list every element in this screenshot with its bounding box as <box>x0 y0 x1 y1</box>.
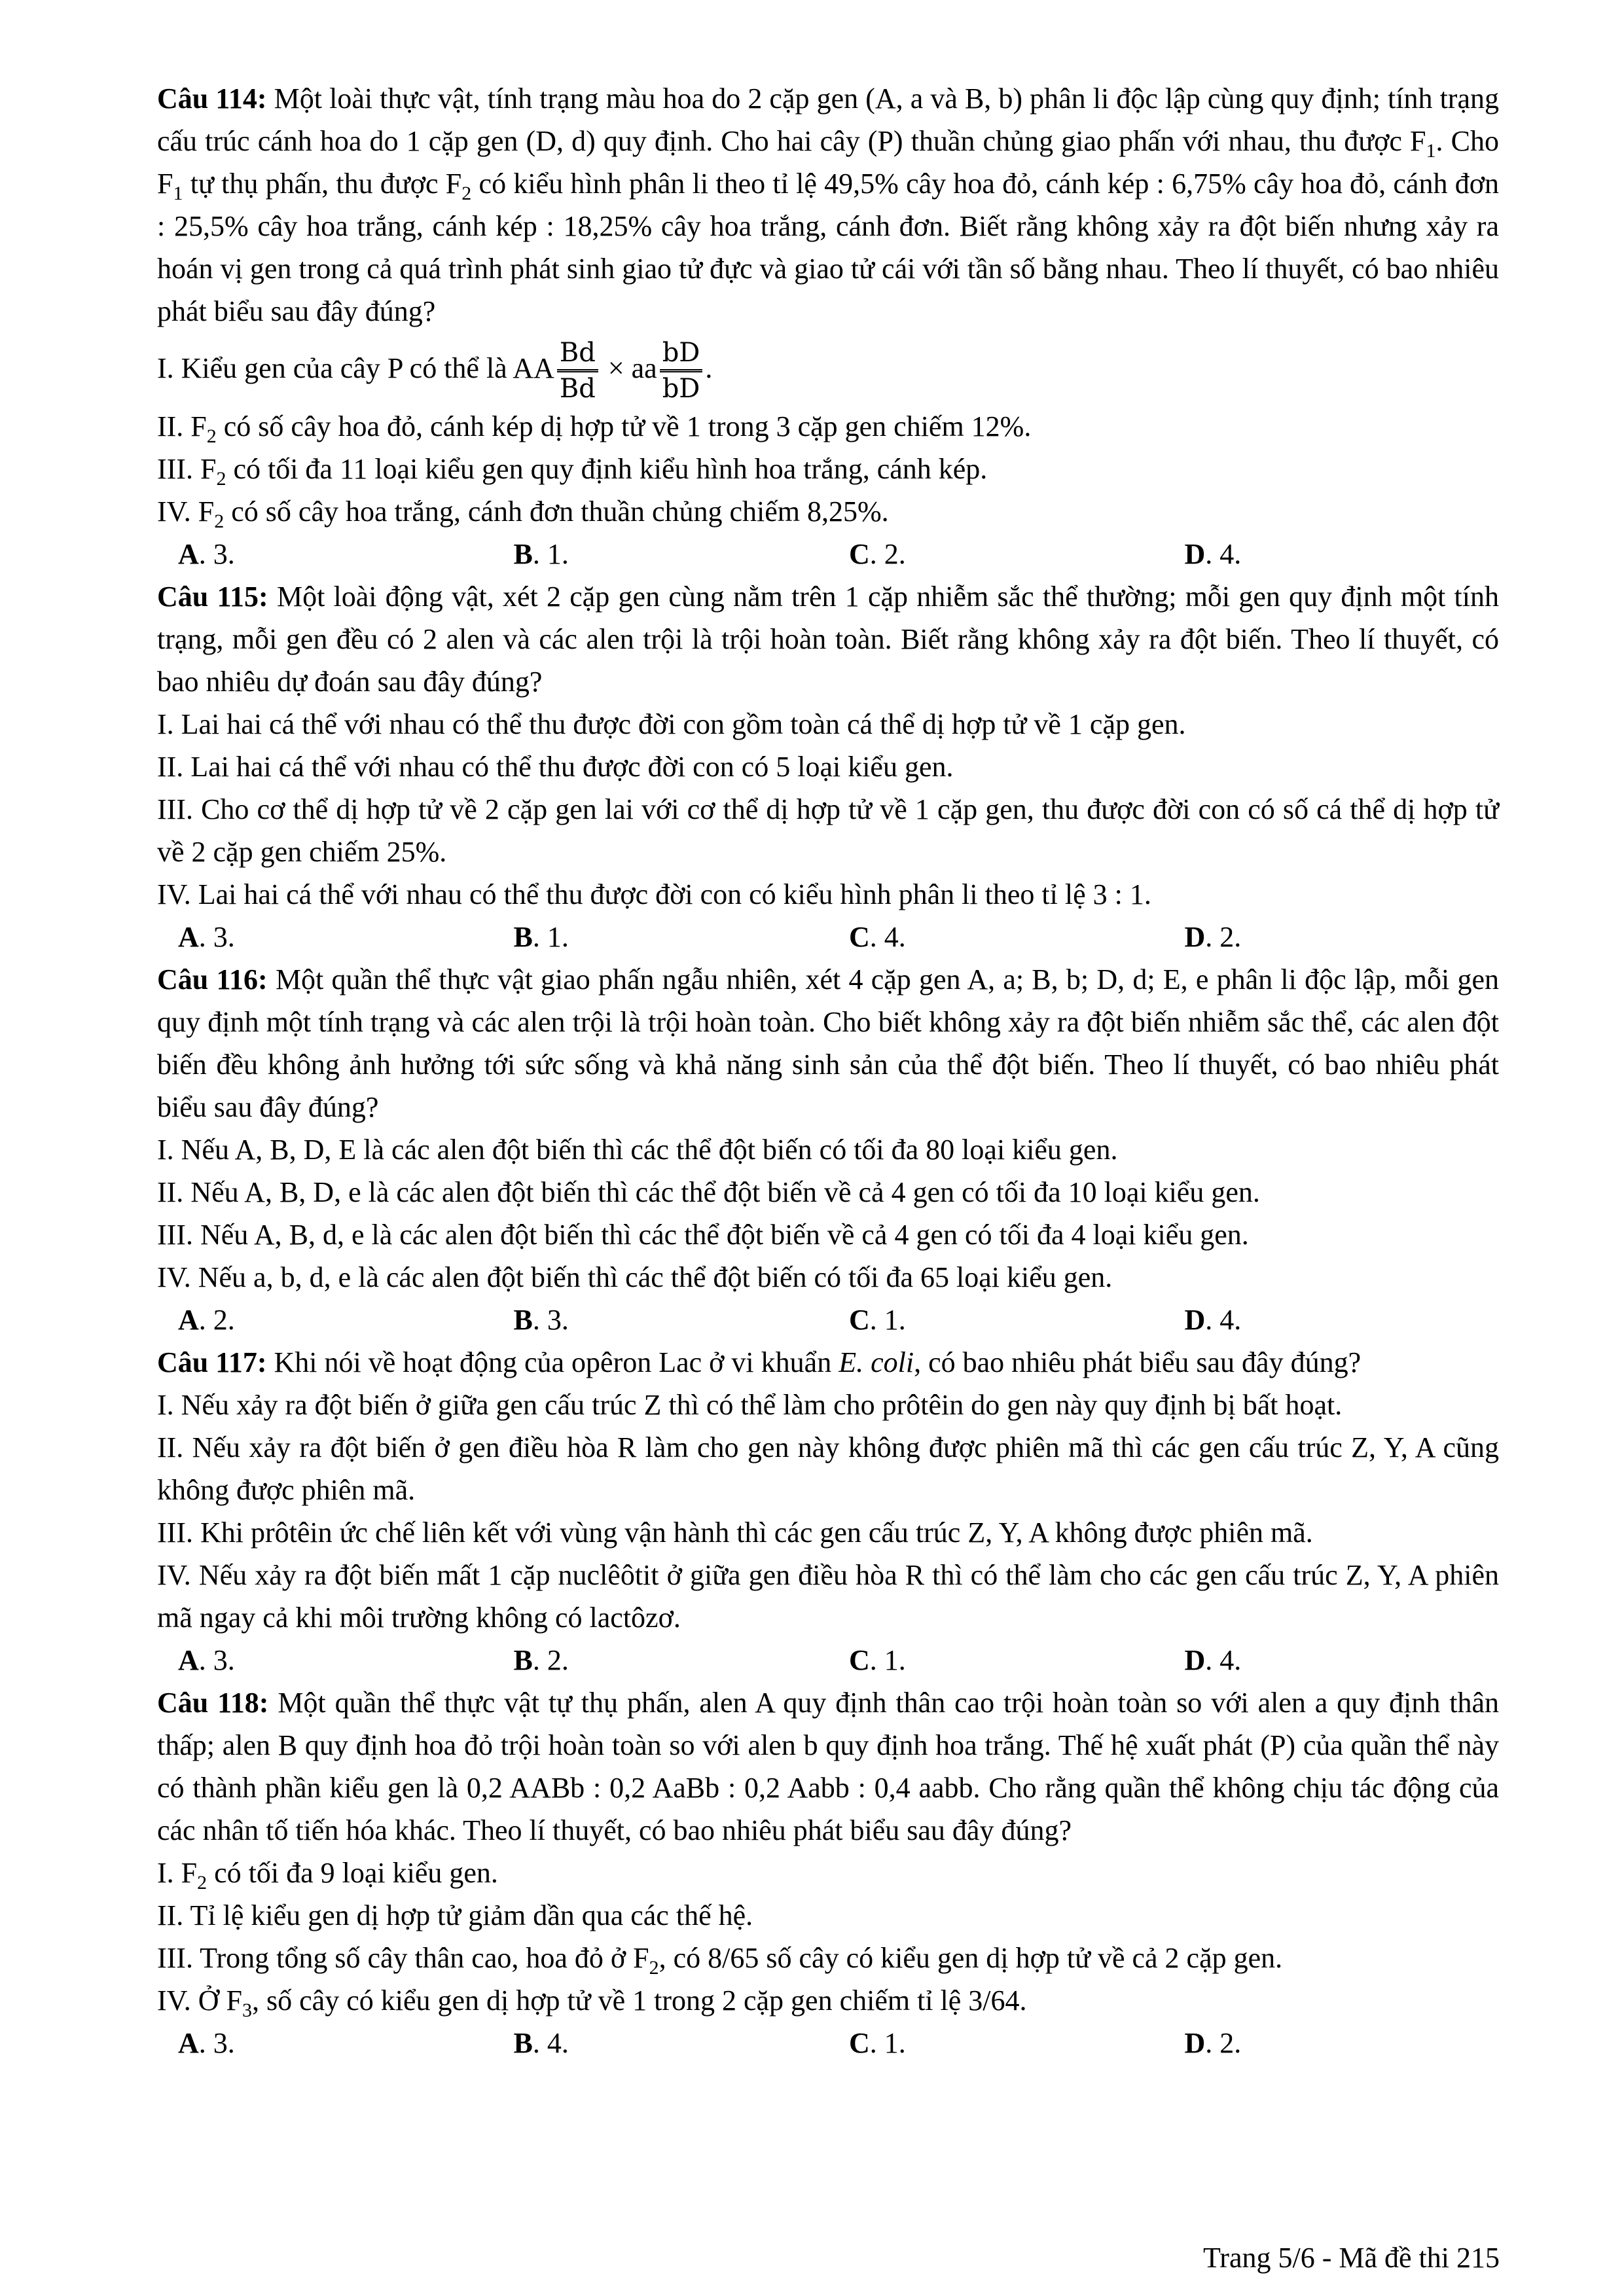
option-b[interactable]: B. 1. <box>513 538 569 571</box>
option-c[interactable]: C. 4. <box>849 921 906 954</box>
statement: IV. Ở $F_3$, số cây có kiểu gen dị hợp tử về 1 trong 2 cặp gen chiếm tỉ lệ 3/64. <box>157 1984 1027 2022</box>
statement: I. Lai hai cá thể với nhau có thể thu được đời con gồm toàn cá thể dị hợp tử về 1 cặp gen. <box>157 708 1186 741</box>
option-d[interactable]: D. 2. <box>1184 921 1242 954</box>
question-116 <box>157 958 1499 1341</box>
statement: III. Khi prôtêin ức chế liên kết với vùng vận hành thì các gen cấu trúc Z, Y, A không được phiên mã. <box>157 1516 1313 1549</box>
statement: III. Trong tổng số cây thân cao, hoa đỏ ở $F_2$, có 8/65 số cây có kiểu gen dị hợp tử về cả 2 cặp gen. <box>157 1942 1283 1979</box>
statement: III. Cho cơ thể dị hợp tử về 2 cặp gen lai với cơ thể dị hợp tử về 1 cặp gen, thu được đời con có số cá thể dị hợp tử về 2 cặp gen chiếm 25%. <box>157 793 1499 869</box>
question-stem: Câu 114: Một loài thực vật, tính trạng màu hoa do 2 cặp gen (A, a và B, b) phân li độc lập cùng quy định; tính trạng cấu trúc cánh hoa do 1 cặp gen (D, d) quy định. Cho hai cây (P) thuần chủng giao phấn với nhau, thu được $F_1$. Cho $F_1$ tự thụ phấn, thu được $F_2$ có kiểu hình phân li theo tỉ lệ 49,5% cây hoa đỏ, cánh kép : 6,75% cây hoa đỏ, cánh đơn : 25,5% cây hoa trắng, cánh kép : 18,25% cây hoa trắng, cánh đơn. Biết rằng không xảy ra đột biến nhưng xảy ra hoán vị gen trong cả quá trình phát sinh giao tử đực và giao tử cái với tần số bằng nhau. Theo lí thuyết, có bao nhiêu phát biểu sau đây đúng? <box>157 82 1500 327</box>
question-number: Câu 114: <box>157 82 267 115</box>
question-number: Câu 118: <box>157 1687 269 1719</box>
statement: IV. Lai hai cá thể với nhau có thể thu được đời con có kiểu hình phân li theo tỉ lệ 3 : 1. <box>157 878 1151 911</box>
option-d[interactable]: D. 2. <box>1184 2027 1242 2060</box>
option-d[interactable]: D. 4. <box>1184 1644 1242 1677</box>
option-b[interactable]: B. 4. <box>513 2027 569 2060</box>
answer-options <box>157 533 1499 575</box>
question-number: Câu 116: <box>157 963 268 996</box>
option-d[interactable]: D. 4. <box>1184 1304 1242 1336</box>
question-117 <box>157 1341 1499 1681</box>
statement: I. Nếu xảy ra đột biến ở giữa gen cấu trúc Z thì có thể làm cho prôtêin do gen này quy định bị bất hoạt. <box>157 1389 1343 1422</box>
statement: III. Nếu A, B, d, e là các alen đột biến thì các thể đột biến về cả 4 gen có tối đa 4 loại kiểu gen. <box>157 1219 1249 1251</box>
statement: II. $F_2$ có số cây hoa đỏ, cánh kép dị hợp tử về 1 trong 3 cặp gen chiếm 12%. <box>157 410 1032 448</box>
genotype-fraction: $\frac{Bd}{Bd}$ <box>557 336 598 405</box>
option-c[interactable]: C. 1. <box>849 1644 906 1677</box>
answer-options <box>157 1639 1499 1681</box>
option-b[interactable]: B. 1. <box>513 921 569 954</box>
statement: I. Nếu A, B, D, E là các alen đột biến thì các thể đột biến có tối đa 80 loại kiểu gen. <box>157 1134 1118 1166</box>
question-115 <box>157 575 1499 958</box>
option-a[interactable]: A. 3. <box>178 538 235 571</box>
statement: IV. $F_2$ có số cây hoa trắng, cánh đơn thuần chủng chiếm 8,25%. <box>157 495 889 533</box>
statement: II. Tỉ lệ kiểu gen dị hợp tử giảm dần qua các thế hệ. <box>157 1899 753 1932</box>
answer-options <box>157 1299 1499 1341</box>
question-stem: Câu 118: Một quần thể thực vật tự thụ phấn, alen A quy định thân cao trội hoàn toàn so với alen a quy định thân thấp; alen B quy định hoa đỏ trội hoàn toàn so với alen b quy định hoa trắng. Thế hệ xuất phát (P) của quần thể này có thành phần kiểu gen là 0,2 AABb : 0,2 AaBb : 0,2 Aabb : 0,4 aabb. Cho rằng quần thể không chịu tác động của các nhân tố tiến hóa khác. Theo lí thuyết, có bao nhiêu phát biểu sau đây đúng? <box>157 1687 1500 1847</box>
question-stem: Câu 116: Một quần thể thực vật giao phấn ngẫu nhiên, xét 4 cặp gen A, a; B, b; D, d; E, e phân li độc lập, mỗi gen quy định một tính trạng và các alen trội là trội hoàn toàn. Cho biết không xảy ra đột biến nhiễm sắc thể, các alen đột biến đều không ảnh hưởng tới sức sống và khả năng sinh sản của thể đột biến. Theo lí thuyết, có bao nhiêu phát biểu sau đây đúng? <box>157 963 1499 1124</box>
option-d[interactable]: D. 4. <box>1184 538 1242 571</box>
page-footer: Trang 5/6 - Mã đề thi 215 <box>1202 2242 1500 2274</box>
statement: II. Nếu A, B, D, e là các alen đột biến thì các thể đột biến về cả 4 gen có tối đa 10 loại kiểu gen. <box>157 1176 1260 1209</box>
answer-options <box>157 2022 1499 2064</box>
page-content <box>157 77 1499 2064</box>
option-c[interactable]: C. 1. <box>849 1304 906 1336</box>
option-b[interactable]: B. 3. <box>513 1304 569 1336</box>
question-number: Câu 117: <box>157 1346 267 1379</box>
question-stem: Câu 117: Khi nói về hoạt động của opêron Lac ở vi khuẩn E. coli, có bao nhiêu phát biểu sau đây đúng? <box>157 1346 1362 1379</box>
question-number: Câu 115: <box>157 581 268 613</box>
statement: II. Nếu xảy ra đột biến ở gen điều hòa R làm cho gen này không được phiên mã thì các gen cấu trúc Z, Y, A cũng không được phiên mã. <box>157 1431 1499 1507</box>
statement: IV. Nếu xảy ra đột biến mất 1 cặp nuclêôtit ở giữa gen điều hòa R thì có thể làm cho các gen cấu trúc Z, Y, A phiên mã ngay cả khi môi trường không có lactôzơ. <box>157 1559 1499 1634</box>
option-a[interactable]: A. 3. <box>178 1644 235 1677</box>
option-a[interactable]: A. 3. <box>178 2027 235 2060</box>
statement: I. $F_2$ có tối đa 9 loại kiểu gen. <box>157 1857 498 1894</box>
question-118 <box>157 1681 1499 2064</box>
option-b[interactable]: B. 2. <box>513 1644 569 1677</box>
option-a[interactable]: A. 3. <box>178 921 235 954</box>
genotype-fraction: $\frac{bD}{bD}$ <box>660 336 703 405</box>
statement: IV. Nếu a, b, d, e là các alen đột biến thì các thể đột biến có tối đa 65 loại kiểu gen. <box>157 1261 1113 1294</box>
question-114 <box>157 77 1499 575</box>
option-c[interactable]: C. 1. <box>849 2027 906 2060</box>
question-stem: Câu 115: Một loài động vật, xét 2 cặp gen cùng nằm trên 1 cặp nhiễm sắc thể thường; mỗi gen quy định một tính trạng, mỗi gen đều có 2 alen và các alen trội là trội hoàn toàn. Biết rằng không xảy ra đột biến. Theo lí thuyết, có bao nhiêu dự đoán sau đây đúng? <box>157 581 1500 698</box>
statement: II. Lai hai cá thể với nhau có thể thu được đời con có 5 loại kiểu gen. <box>157 751 954 783</box>
option-a[interactable]: A. 2. <box>178 1304 235 1336</box>
answer-options <box>157 916 1499 958</box>
option-c[interactable]: C. 2. <box>849 538 906 571</box>
statement: III. $F_2$ có tối đa 11 loại kiểu gen quy định kiểu hình hoa trắng, cánh kép. <box>157 453 988 490</box>
statement: I. Kiểu gen của cây P có thể là AA $\frac{Bd}{Bd}$ × aa $\frac{bD}{bD}$ . <box>157 338 713 404</box>
